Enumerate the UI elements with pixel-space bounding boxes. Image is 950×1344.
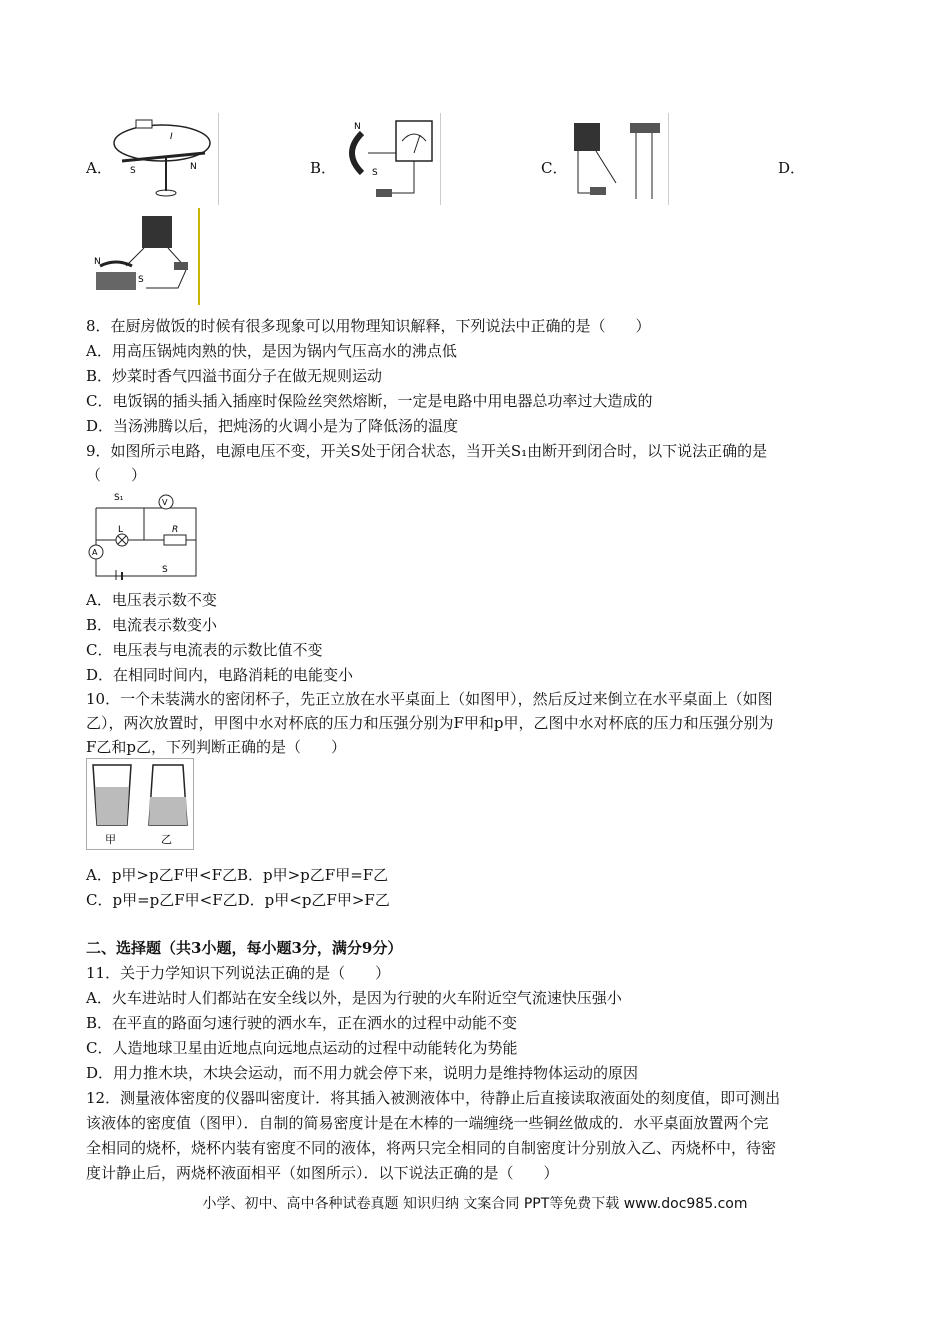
q7-option-d-label: D． <box>778 159 806 177</box>
fig-a-i-label: I <box>170 132 173 142</box>
q12-line2: 该液体的密度值（图甲）．自制的简易密度计是在木棒的一端缠绕一些铜丝做成的．水平桌面放置两个完 <box>86 1114 769 1132</box>
q8-option-a: A．用高压锅炖肉熟的快，是因为锅内气压高水的沸点低 <box>86 342 457 360</box>
q8-stem: 8．在厨房做饭的时候有很多现象可以用物理知识解释，下列说法中正确的是（ ） <box>86 317 651 335</box>
q8-option-d: D．当汤沸腾以后，把炖汤的火调小是为了降低汤的温度 <box>86 417 459 435</box>
q11-option-a: A．火车进站时人们都站在安全线以外，是因为行驶的火车附近空气流速快压强小 <box>86 989 622 1007</box>
q8-option-b: B．炒菜时香气四溢书面分子在做无规则运动 <box>86 367 383 385</box>
q7-option-a-label: A． <box>86 159 112 177</box>
q9-option-b: B．电流表示数变小 <box>86 616 218 634</box>
q12-line1: 12．测量液体密度的仪器叫密度计．将其插入被测液体中，待静止后直接读取液面处的刻度值，即可测出 <box>86 1089 781 1107</box>
q12-line4: 度计静止后，两烧杯液面相平（如图所示）．以下说法正确的是（ ） <box>86 1164 559 1182</box>
fig-d-s-label: S <box>138 275 144 285</box>
q7-option-b-label: B． <box>310 159 337 177</box>
circuit-l-label: L <box>118 525 124 535</box>
q11-option-d: D．用力推木块，木块会运动，而不用力就会停下来，说明力是维持物体运动的原因 <box>86 1064 639 1082</box>
circuit-s1-label: S₁ <box>114 493 124 503</box>
circuit-s-label: S <box>162 565 168 575</box>
q9-option-a: A．电压表示数不变 <box>86 591 217 609</box>
q8-option-c: C．电饭锅的插头插入插座时保险丝突然熔断，一定是电路中用电器总功率过大造成的 <box>86 392 653 410</box>
q10-options-line2: C．p甲=p乙F甲<F乙D．p甲<p乙F甲>F乙 <box>86 891 390 909</box>
circuit-a-label: A <box>92 548 98 557</box>
section2-heading: 二、选择题（共3小题，每小题3分，满分9分） <box>86 939 403 957</box>
circuit-v-label: V <box>162 498 168 507</box>
q11-option-b: B．在平直的路面匀速行驶的洒水车，正在洒水的过程中动能不变 <box>86 1014 518 1032</box>
fig-a-n-label: N <box>190 162 197 172</box>
q10-cups-figure <box>86 758 194 850</box>
q9-option-c: C．电压表与电流表的示数比值不变 <box>86 641 323 659</box>
q10-stem-line3: F乙和p乙，下列判断正确的是（ ） <box>86 738 347 756</box>
q10-stem-line1: 10．一个未装满水的密闭杯子，先正立放在水平桌面上（如图甲），然后反过来倒立在水平桌面上（如图 <box>86 690 773 708</box>
q9-circuit-diagram <box>86 488 201 580</box>
q7-option-c-label: C． <box>541 159 568 177</box>
q12-line3: 全相同的烧杯，烧杯内装有密度不同的液体，将两只完全相同的自制密度计分别放入乙、丙烧杯中，待密 <box>86 1139 777 1157</box>
fig-d-n-label: N <box>94 257 101 267</box>
fig-b-n-label: N <box>354 122 361 132</box>
q11-option-c: C．人造地球卫星由近地点向远地点运动的过程中动能转化为势能 <box>86 1039 518 1057</box>
cup-jia-label: 甲 <box>105 833 116 846</box>
q10-options-line1: A．p甲>p乙F甲<F乙B．p甲>p乙F甲=F乙 <box>86 866 389 884</box>
q9-stem-line1: 9．如图所示电路，电源电压不变，开关S处于闭合状态，当开关S₁由断开到闭合时，以下说法正确的是 <box>86 442 768 460</box>
page-footer: 小学、初中、高中各种试卷真题 知识归纳 文案合同 PPT等免费下载 www.doc985.com <box>202 1196 748 1212</box>
q7-figure-a <box>110 113 219 205</box>
cup-yi-label: 乙 <box>161 833 172 846</box>
fig-b-s-label: S <box>372 168 378 178</box>
q11-stem: 11．关于力学知识下列说法正确的是（ ） <box>86 964 391 982</box>
fig-a-s-label: S <box>130 166 136 176</box>
circuit-r-label: R <box>172 525 179 535</box>
q10-stem-line2: 乙），两次放置时，甲图中水对杯底的压力和压强分别为F甲和p甲，乙图中水对杯底的压力和压强分别为 <box>86 714 774 732</box>
q9-stem-line2: （ ） <box>86 466 147 484</box>
q9-option-d: D．在相同时间内，电路消耗的电能变小 <box>86 666 354 684</box>
q7-figure-c <box>566 113 669 205</box>
q7-figure-d <box>86 208 200 305</box>
q7-figure-b <box>332 113 441 205</box>
